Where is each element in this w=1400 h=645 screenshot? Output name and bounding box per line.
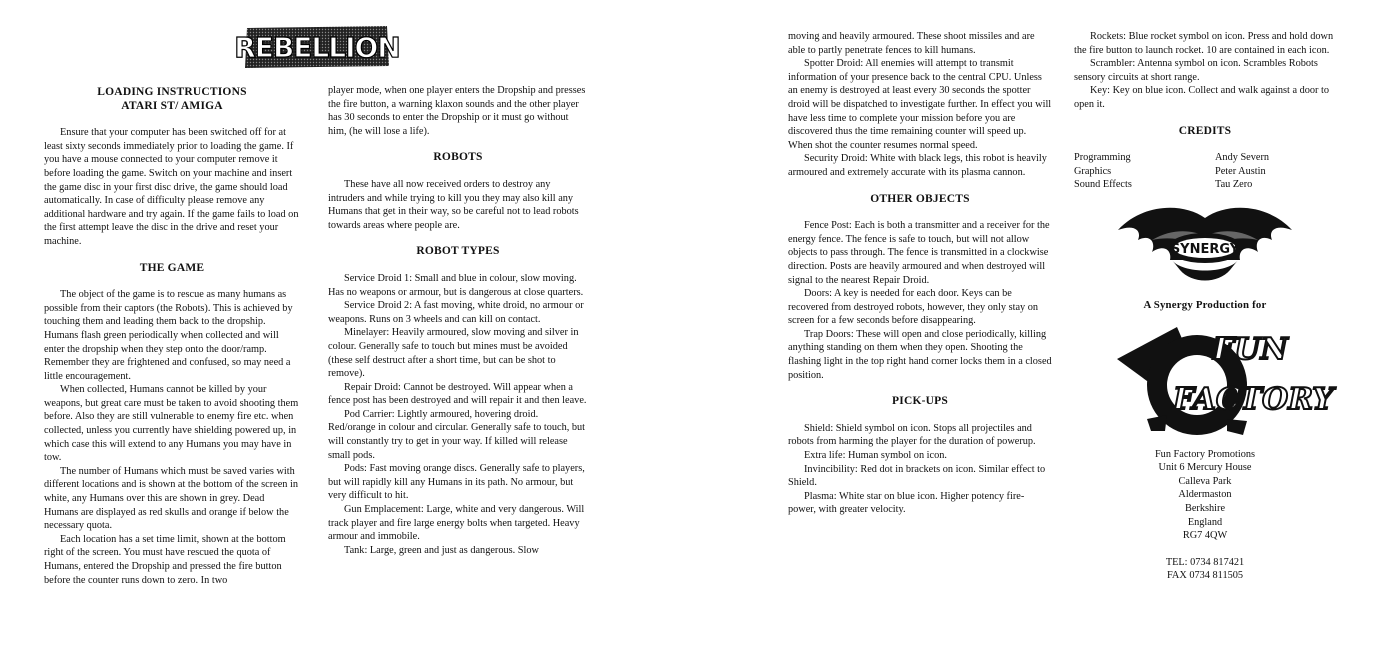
- fun-factory-logo: [1107, 319, 1334, 439]
- address-line: England: [1187, 516, 1223, 528]
- rebellion-logo: [234, 22, 400, 72]
- credit-row: [1074, 165, 1336, 179]
- pickup-item: Plasma: White star on blue icon. Higher potency fire-power, with greater velocity.: [788, 490, 1025, 516]
- loading-text: Ensure that your computer has been switched off for at least sixty seconds immediately prior to loading the game. If you have a mouse connected to your computer remove it before loading the game. Switch on your machine and insert the game disc in your first disc drive, the game should load automatically. In case of difficulty please remove any additional hardware and try again. If the game fails to load on the first attempt leave the disc in the drive and reset your machine.: [44, 127, 299, 247]
- credits-heading: CREDITS: [1178, 124, 1232, 137]
- game-paragraph: The number of Humans which must be saved varies with different locations and is shown at the bottom of the screen in white, any Humans over this are shown in grey. Dead Humans are displayed as red skulls and orange if below the necessary quota.: [44, 465, 299, 532]
- robot-type: Repair Droid: Cannot be destroyed. Will appear when a fence post has been destroyed and will repair it and then leave.: [328, 381, 587, 407]
- address-line: Unit 6 Mercury House: [1158, 462, 1252, 474]
- fax: FAX 0734 811505: [1166, 570, 1244, 582]
- column-objects-pickups: [788, 30, 1052, 517]
- game-paragraph: Each location has a set time limit, shown at the bottom right of the screen. You must have rescued the quota of Humans, entered the Dropship and pressed the fire button before the counter runs down to zero. In two: [44, 533, 286, 586]
- robot-type: Gun Emplacement: Large, white and very dangerous. Will track player and fire large energy bolts when targeted. Heavy armour and immobile.: [328, 504, 585, 543]
- pickup-item: Extra life: Human symbol on icon.: [804, 450, 947, 462]
- robot-type: Security Droid: White with black legs, this robot is heavily armoured and extremely accurate with its plasma cannon.: [788, 153, 1047, 178]
- robot-type: Service Droid 1: Small and blue in colour, slow moving. Has no weapons or armour, but is dangerous at close quarters.: [328, 272, 584, 298]
- telephone: TEL: 0734 817421: [1165, 556, 1245, 568]
- robot-type: Service Droid 2: A fast moving, white droid, no armour or weapons. Runs on 3 wheels and can kill on contact.: [328, 300, 584, 325]
- pickup-item: Shield: Shield symbol on icon. Stops all projectiles and robots from harming the player for the duration of powerup.: [788, 422, 1036, 448]
- credit-role: Sound Effects: [1074, 179, 1132, 191]
- robot-type: Pod Carrier: Lightly armoured, hovering droid. Red/orange in colour and circular. Generally safe to touch, but will constantly try to get in your way. If killed will release small pods.: [328, 408, 586, 461]
- object-item: Trap Doors: These will open and close periodically, killing anything standing on them when they open. Shooting the flashing light in the top right hand corner locks them in a closed position.: [788, 328, 1052, 381]
- object-item: Doors: A key is needed for each door. Keys can be recovered from destroyed robots, however, they only stay on screen for a few seconds before disappearing.: [788, 288, 1039, 327]
- address-line: Calleva Park: [1178, 475, 1232, 487]
- address-block: [1074, 448, 1336, 583]
- other-objects-heading: OTHER OBJECTS: [870, 192, 970, 205]
- robot-type: Pods: Fast moving orange discs. Generally safe to players, but will rapidly kill any Humans in its path. No armour, but very difficult to hit.: [328, 463, 585, 502]
- synergy-logo: [1112, 200, 1298, 290]
- pickup-item: Scrambler: Antenna symbol on icon. Scrambles Robots sensory circuits at short range.: [1074, 58, 1318, 83]
- production-line: A Synergy Production for: [1143, 298, 1267, 311]
- pickup-item: Key: Key on blue icon. Collect and walk against a door to open it.: [1074, 85, 1330, 110]
- robots-heading: ROBOTS: [433, 151, 483, 164]
- column-loading-and-game: [44, 86, 300, 587]
- robot-type: Minelayer: Heavily armoured, slow moving and silver in colour. Generally safe to touch but mines must be avoided (these self destruct after a short time, but can be shot to remove).: [328, 327, 579, 380]
- credit-role: Graphics: [1074, 165, 1112, 177]
- address-line: Aldermaston: [1178, 489, 1232, 501]
- continued-text: player mode, when one player enters the Dropship and presses the fire button, a warning klaxon sounds and the other player has 30 seconds to enter the Dropship or it must go without him, (he will lose a life).: [328, 85, 586, 137]
- credit-row: [1074, 178, 1336, 192]
- loading-heading: LOADING INSTRUCTIONS: [97, 86, 247, 98]
- address-line: Berkshire: [1184, 502, 1226, 514]
- continued-text: moving and heavily armoured. These shoot missiles and are able to partly penetrate fences to kill humans.: [788, 31, 1035, 56]
- column-robots: [328, 84, 588, 557]
- robot-type: Tank: Large, green and just as dangerous. Slow: [344, 544, 539, 556]
- pickup-item: Rockets: Blue rocket symbol on icon. Press and hold down the fire button to launch rocket. 10 are contained in each icon.: [1074, 31, 1334, 56]
- credit-name: Andy Severn: [1215, 152, 1270, 164]
- object-item: Fence Post: Each is both a transmitter and a receiver for the energy fence. The fence is safe to touch, but will not allow objects to pass through. The fence is transmitted in a clockwise direction. Posts are heavily armoured and when destroyed will signal to the nearest Repair Droid.: [788, 220, 1050, 286]
- credit-row: [1074, 151, 1336, 165]
- credit-name: Tau Zero: [1215, 179, 1253, 191]
- game-paragraph: When collected, Humans cannot be killed by your weapons, but great care must be taken to avoid shooting them before. Also they are still vulnerable to enemy fire etc. when collected, unless you currently have shielding powered up, in which case this will extend to any Humans you may have in tow.: [44, 384, 299, 464]
- robot-type: Spotter Droid: All enemies will attempt to transmit information of your presence back to the central CPU. Unless an enemy is destroyed at least every 30 seconds the spotter droid will be dispatched to investigate further. In effect you will have less time to complete your mission before you are discovered thus the time remaining counter will speed up. When shot the counter resumes normal speed.: [788, 58, 1052, 151]
- pickup-item: Invincibility: Red dot in brackets on icon. Similar effect to Shield.: [788, 463, 1046, 489]
- credit-role: Programming: [1074, 152, 1131, 164]
- synergy-logo-text: SYNERGY: [1170, 241, 1240, 257]
- fun-factory-logo-text-2: FACTORY: [1173, 381, 1334, 417]
- rebellion-logo-text: REBELLION: [234, 31, 400, 64]
- game-paragraph: The object of the game is to rescue as many humans as possible from their captors (the Robots). This is achieved by touching them and leading them back to the dropship. Humans flash green periodically when collected and will enter the dropship when they step onto the door/ramp. Remember they are frightened and confused, so may need a little encouragement.: [44, 289, 293, 382]
- game-heading: THE GAME: [139, 261, 205, 274]
- robot-types-heading: ROBOT TYPES: [416, 245, 500, 258]
- fun-factory-logo-text-1: FUN: [1213, 331, 1288, 367]
- address-line: Fun Factory Promotions: [1154, 448, 1256, 460]
- credit-name: Peter Austin: [1215, 165, 1266, 177]
- address-line: RG7 4QW: [1182, 530, 1228, 542]
- robots-text: These have all now received orders to destroy any intruders and while trying to kill you they may also kill any Humans that get in their way, so be careful not to lead robots towards areas where people are.: [328, 178, 579, 231]
- column-credits: [1074, 30, 1336, 583]
- pickups-heading: PICK-UPS: [892, 395, 948, 408]
- loading-subheading: ATARI ST/ AMIGA: [121, 99, 223, 112]
